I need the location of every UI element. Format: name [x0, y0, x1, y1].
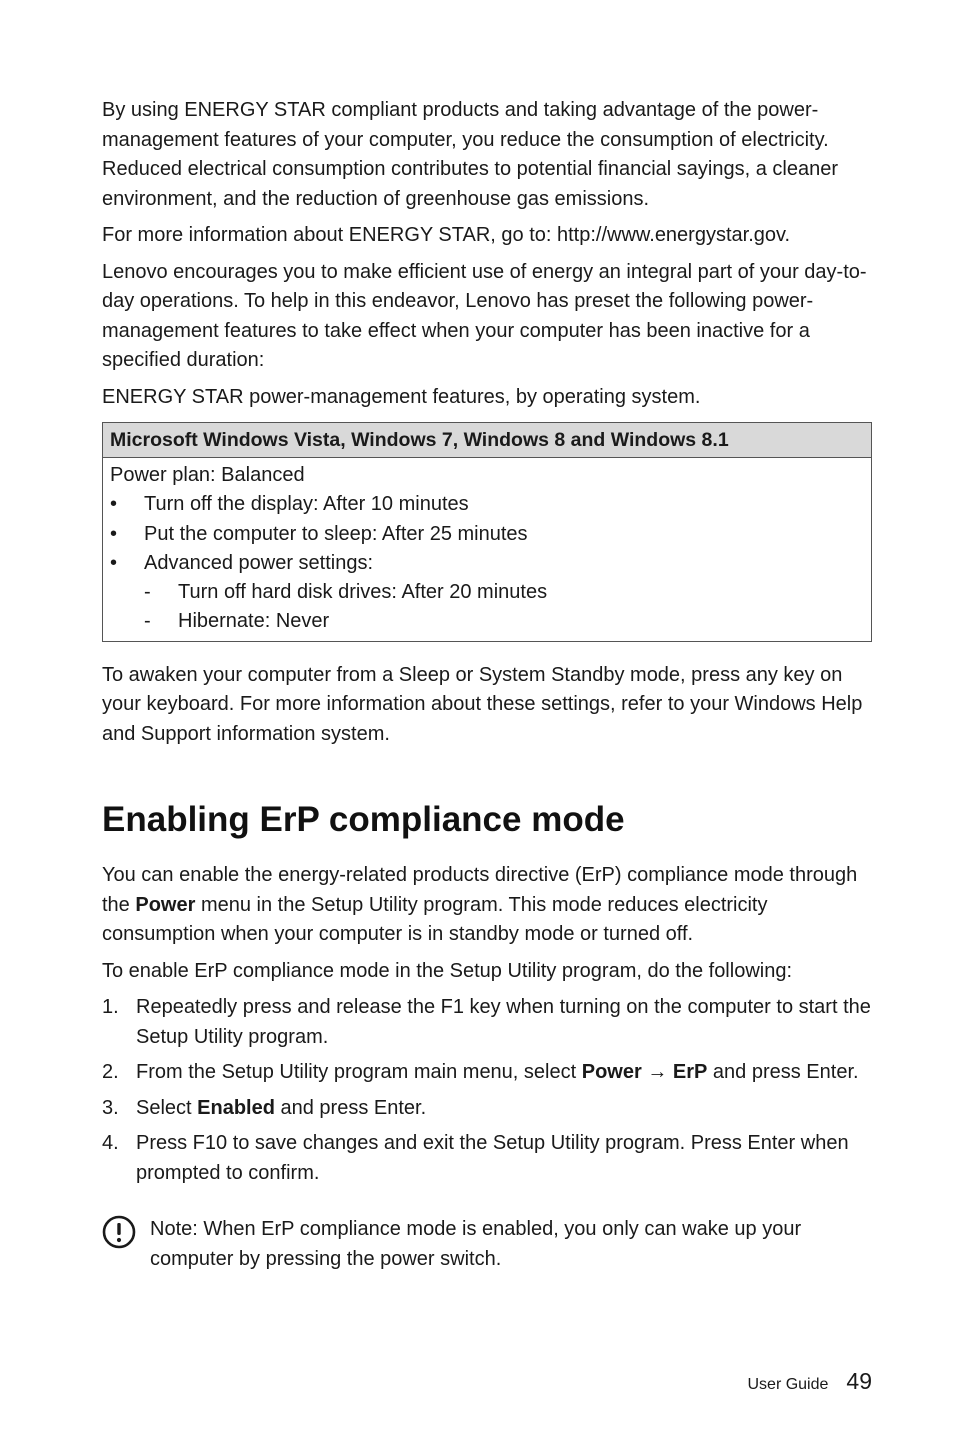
after-table-paragraph: To awaken your computer from a Sleep or System Standby mode, press any key on your keyboard. For more information about these settings, refer to your Windows Help and Support information system.	[102, 663, 863, 745]
intro-paragraph-2: For more information about ENERGY STAR, go to: http://www.energystar.gov.	[102, 224, 791, 246]
step-3: 3. Select Enabled and press Enter.	[102, 1096, 427, 1119]
sub-list-item: - Turn off hard disk drives: After 20 minutes	[144, 581, 548, 604]
page-content	[102, 96, 874, 1274]
list-item: • Advanced power settings:	[110, 551, 374, 574]
step-2: 2. From the Setup Utility program main menu, select Power → ErP and press Enter.	[102, 1061, 859, 1084]
step-1: 1. Repeatedly press and release the F1 key when turning on the computer to start the Setup Utility program.	[102, 996, 871, 1048]
sub-list-item: - Hibernate: Never	[144, 610, 330, 633]
intro-paragraph-3: Lenovo encourages you to make efficient use of energy an integral part of your day-to-day operations. To help in this endeavor, Lenovo has preset the following power-management features to take effect when your computer has been inactive for a specified duration:	[102, 260, 867, 371]
list-item: • Turn off the display: After 10 minutes	[110, 493, 469, 516]
power-plan: Power plan: Balanced	[110, 464, 305, 486]
table-caption: ENERGY STAR power-management features, by operating system.	[102, 385, 701, 408]
step-4: 4. Press F10 to save changes and exit the Setup Utility program. Press Enter when prompted to confirm.	[102, 1132, 849, 1184]
section-paragraph-2: To enable ErP compliance mode in the Setup Utility program, do the following:	[102, 959, 793, 982]
footer-label: User Guide	[747, 1376, 829, 1393]
note-text: Note: When ErP compliance mode is enabled, you only can wake up your computer by pressing the power switch.	[150, 1218, 802, 1270]
section-paragraph-1: You can enable the energy-related products directive (ErP) compliance mode through the Power menu in the Setup Utility program. This mode reduces electricity consumption when your computer is in standby mode or turned off.	[102, 864, 858, 946]
exclamation-icon	[102, 1215, 150, 1274]
power-settings-table	[102, 422, 872, 642]
page-number: 49	[846, 1368, 872, 1394]
intro-paragraph-1: By using ENERGY STAR compliant products and taking advantage of the power-management features of your computer, you reduce the consumption of electricity. Reduced electrical consumption contributes to potential financial sayings, a cleaner environment, and the reduction of greenhouse gas emissions.	[102, 99, 838, 210]
list-item: • Put the computer to sleep: After 25 minutes	[110, 522, 528, 545]
table-header: Microsoft Windows Vista, Windows 7, Windows 8 and Windows 8.1	[103, 423, 872, 458]
section-title: Enabling ErP compliance mode	[102, 800, 625, 840]
table-body	[103, 458, 872, 642]
page-footer	[747, 1368, 872, 1395]
note-block	[102, 1215, 874, 1274]
